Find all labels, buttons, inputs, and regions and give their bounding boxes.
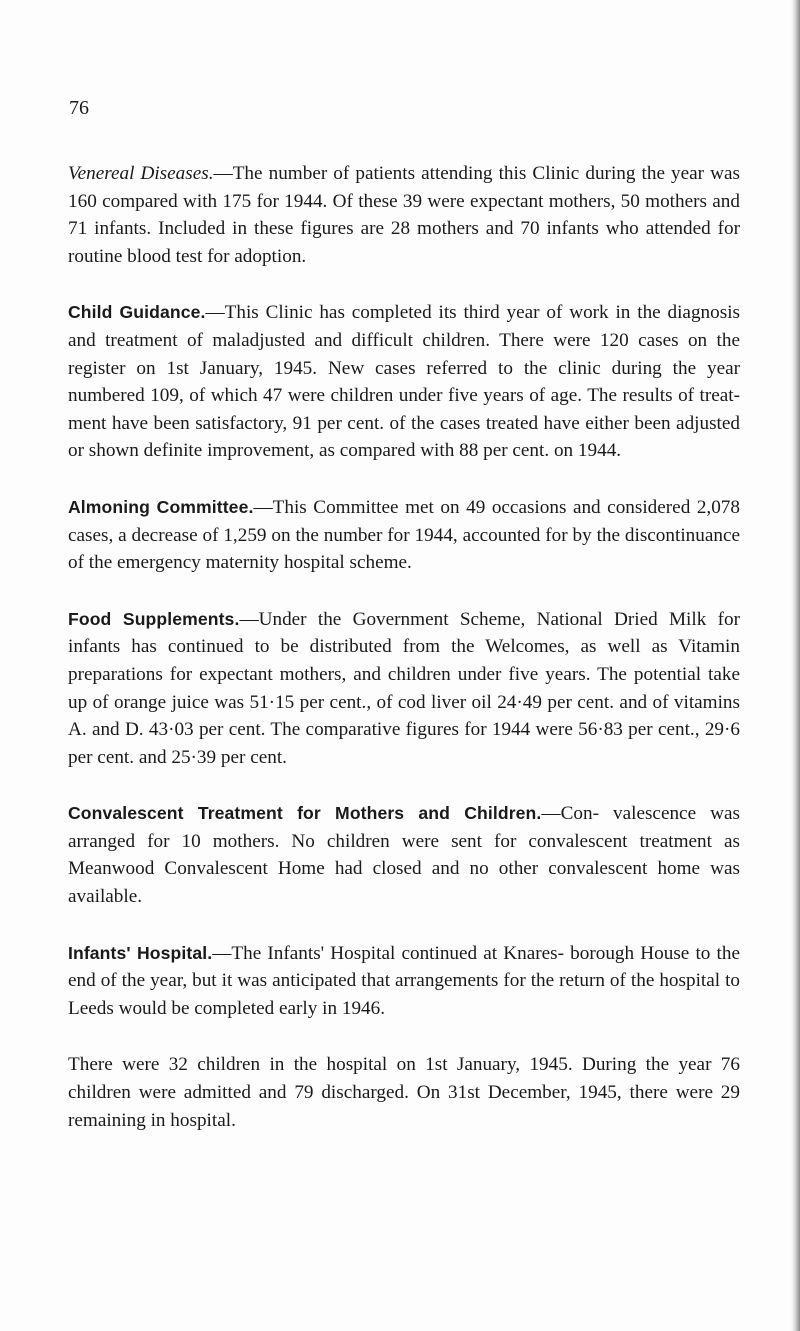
- section-body: —This Clinic has completed its third year of work in the diagnosis and treatment of maladjusted and difficult children. There were 120 cases on the register on 1st January, 1945. New cases referred to the clinic during the year numbered 109, of which 47 were children under five years of age. The results of treat- ment have been satisfactory, 91 per cent. of the cases treated have either been adjusted or shown definite improvement, as compared with 88 per cent. on 1944.: [68, 302, 740, 462]
- section-heading: Venereal Diseases.: [68, 163, 214, 184]
- section-body: There were 32 children in the hospital on 1st January, 1945. During the year 76 children were admitted and 79 discharged. On 31st December, 1945, there were 29 remaining in hospital.: [68, 1054, 740, 1131]
- section-heading: Convalescent Treatment for Mothers and Children.: [68, 803, 542, 824]
- paragraph-food-supplements: [68, 606, 740, 772]
- section-body: —The Infants' Hospital continued at Knares- borough House to the end of the year, but it was anticipated that arrangements for the return of the hospital to Leeds would be completed early in 1946.: [68, 942, 740, 1019]
- paragraph-venereal-diseases: [68, 160, 740, 270]
- section-body: —Under the Government Scheme, National Dried Milk for infants has continued to be distributed from the Welcomes, as well as Vitamin preparations for expectant mothers, and children under five years. The potential take up of orange juice was 51·15 per cent., of cod liver oil 24·49 per cent. and of vitamins A. and D. 43·03 per cent. The comparative figures for 1944 were 56·83 per cent., 29·6 per cent. and 25·39 per cent.: [68, 608, 740, 768]
- paragraph-infants-hospital: [68, 940, 740, 1023]
- section-body: —The number of patients attending this Clinic during the year was 160 compared with 175 for 1944. Of these 39 were expectant mothers, 50 mothers and 71 infants. Included in these figures are 28 mothers and 70 infants who attended for routine blood test for adoption.: [68, 163, 740, 267]
- section-heading: Food Supplements.: [68, 608, 240, 629]
- section-heading: Almoning Committee.: [68, 496, 254, 517]
- section-heading: Child Guidance.: [68, 302, 206, 323]
- paragraph-hospital-statistics: [68, 1051, 740, 1134]
- section-body: —This Committee met on 49 occasions and considered 2,078 cases, a decrease of 1,259 on the number for 1944, accounted for by the discontinuance of the emergency maternity hospital scheme.: [68, 496, 740, 574]
- section-heading: Infants' Hospital.: [68, 942, 213, 963]
- page-edge-shadow: [791, 0, 800, 1331]
- paragraph-convalescent-treatment: [68, 800, 740, 910]
- paragraph-almoning-committee: [68, 494, 740, 577]
- paragraph-child-guidance: [68, 299, 740, 465]
- document-body: [68, 160, 740, 1163]
- page-number: 76: [69, 97, 89, 119]
- section-body: —Con- valescence was arranged for 10 mothers. No children were sent for convalescent treatment as Meanwood Convalescent Home had closed and no other convalescent home was available.: [68, 803, 740, 908]
